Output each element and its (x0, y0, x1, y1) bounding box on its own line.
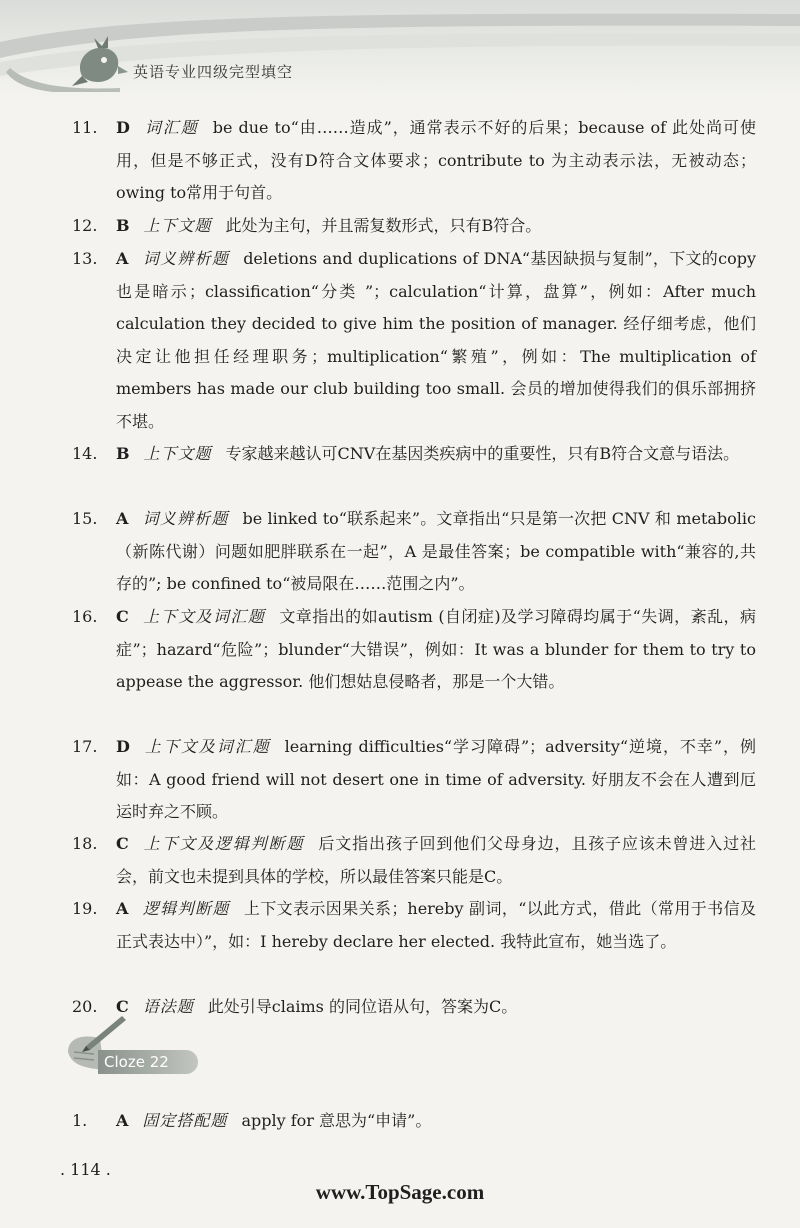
item-kind: 词义辨析题 (142, 249, 230, 268)
item-kind: 上下文题 (143, 444, 212, 463)
item-explanation: learning difficulties“学习障碍”；adversity“逆境，不幸”，例如：A good friend will not desert one in time of adversity. 好朋友不会在人遭到厄运时弃之不顾。 (116, 737, 756, 821)
item-body (116, 893, 756, 958)
item-number: 20. (72, 997, 98, 1016)
item-explanation: deletions and duplications of DNA“基因缺损与复制”，下文的copy 也是暗示；classification“分类 ”；calculation“计算，盘算”，例如：After much calculation they decided to give him the position of manager. 经仔细考虑，他们决定让他担任经理职务；multiplication“繁殖”，例如：The multiplication of members has made our club building too small. 会员的增加使得我们的俱乐部拥挤不堪。 (116, 249, 756, 431)
item-kind: 语法题 (142, 997, 194, 1016)
mascot-icon (68, 36, 130, 92)
section-label: Cloze 22 (98, 1050, 198, 1074)
item-number: 12. (72, 216, 98, 235)
page-header-title: 英语专业四级完型填空 (133, 63, 294, 81)
item-number: 18. (72, 834, 98, 853)
item-kind: 上下文及词汇题 (142, 607, 266, 626)
item-explanation: 此处引导claims 的同位语从句，答案为C。 (207, 997, 518, 1016)
item-body (116, 1105, 756, 1138)
item-kind: 上下文题 (143, 216, 212, 235)
item-answer: A (116, 249, 129, 268)
item-kind: 词义辨析题 (142, 509, 229, 528)
item-number: 13. (72, 249, 98, 268)
item-kind: 固定搭配题 (142, 1111, 228, 1130)
item-body (116, 112, 756, 210)
item-kind: 词汇题 (143, 118, 199, 137)
item-number: 1. (72, 1111, 88, 1130)
item-number: 14. (72, 444, 98, 463)
item-answer: A (116, 899, 129, 918)
item-explanation: 后文指出孩子回到他们父母身边，且孩子应该未曾进入过社会，前文也未提到具体的学校，所以最佳答案只能是C。 (116, 834, 756, 886)
item-answer: D (116, 737, 130, 756)
item-number: 19. (72, 899, 98, 918)
item-body (116, 243, 756, 438)
item-answer: B (116, 444, 130, 463)
item-body (116, 601, 756, 699)
item-body (116, 828, 756, 893)
watermark-text: www.TopSage.com (315, 1180, 485, 1204)
item-body (116, 991, 756, 1024)
item-kind: 上下文及词汇题 (143, 737, 271, 756)
item-explanation: be due to“由……造成”，通常表示不好的后果；because of 此处尚可使用，但是不够正式，没有D符合文体要求；contribute to 为主动表示法，无被动态；owing to常用于句首。 (116, 118, 756, 202)
item-answer: B (116, 216, 130, 235)
page-number: . 114 . (60, 1160, 111, 1179)
item-explanation: 上下文表示因果关系；hereby 副词，“以此方式，借此（常用于书信及正式表达中）”，如：I hereby declare her elected. 我特此宣布，她当选了。 (116, 899, 756, 951)
item-answer: D (116, 118, 130, 137)
item-body (116, 503, 756, 601)
item-answer: C (116, 834, 129, 853)
item-body (116, 438, 756, 471)
item-answer: C (116, 607, 129, 626)
item-body (116, 210, 756, 243)
item-kind: 逻辑判断题 (142, 899, 230, 918)
item-kind: 上下文及逻辑判断题 (142, 834, 305, 853)
item-number: 11. (72, 118, 98, 137)
item-explanation: apply for 意思为“申请”。 (241, 1111, 432, 1130)
item-explanation: 文章指出的如autism (自闭症)及学习障碍均属于“失调，紊乱，病症”；hazard“危险”；blunder“大错误”，例如：It was a blunder for them to try to appease the aggressor. 他们想姑息侵略者，那是一个大错。 (116, 607, 756, 691)
item-answer: A (116, 1111, 129, 1130)
item-explanation: 此处为主句，并且需复数形式，只有B符合。 (225, 216, 542, 235)
item-answer: C (116, 997, 129, 1016)
item-explanation: 专家越来越认可CNV在基因类疾病中的重要性，只有B符合文意与语法。 (225, 444, 740, 463)
item-explanation: be linked to“联系起来”。文章指出“只是第一次把 CNV 和 metabolic（新陈代谢）问题如肥胖联系在一起”，A 是最佳答案；be compatible with“兼容的,共存的”; be confined to“被局限在……范围之内”。 (116, 509, 756, 593)
item-answer: A (116, 509, 129, 528)
item-number: 16. (72, 607, 98, 626)
item-number: 15. (72, 509, 98, 528)
item-body (116, 731, 756, 829)
item-number: 17. (72, 737, 98, 756)
